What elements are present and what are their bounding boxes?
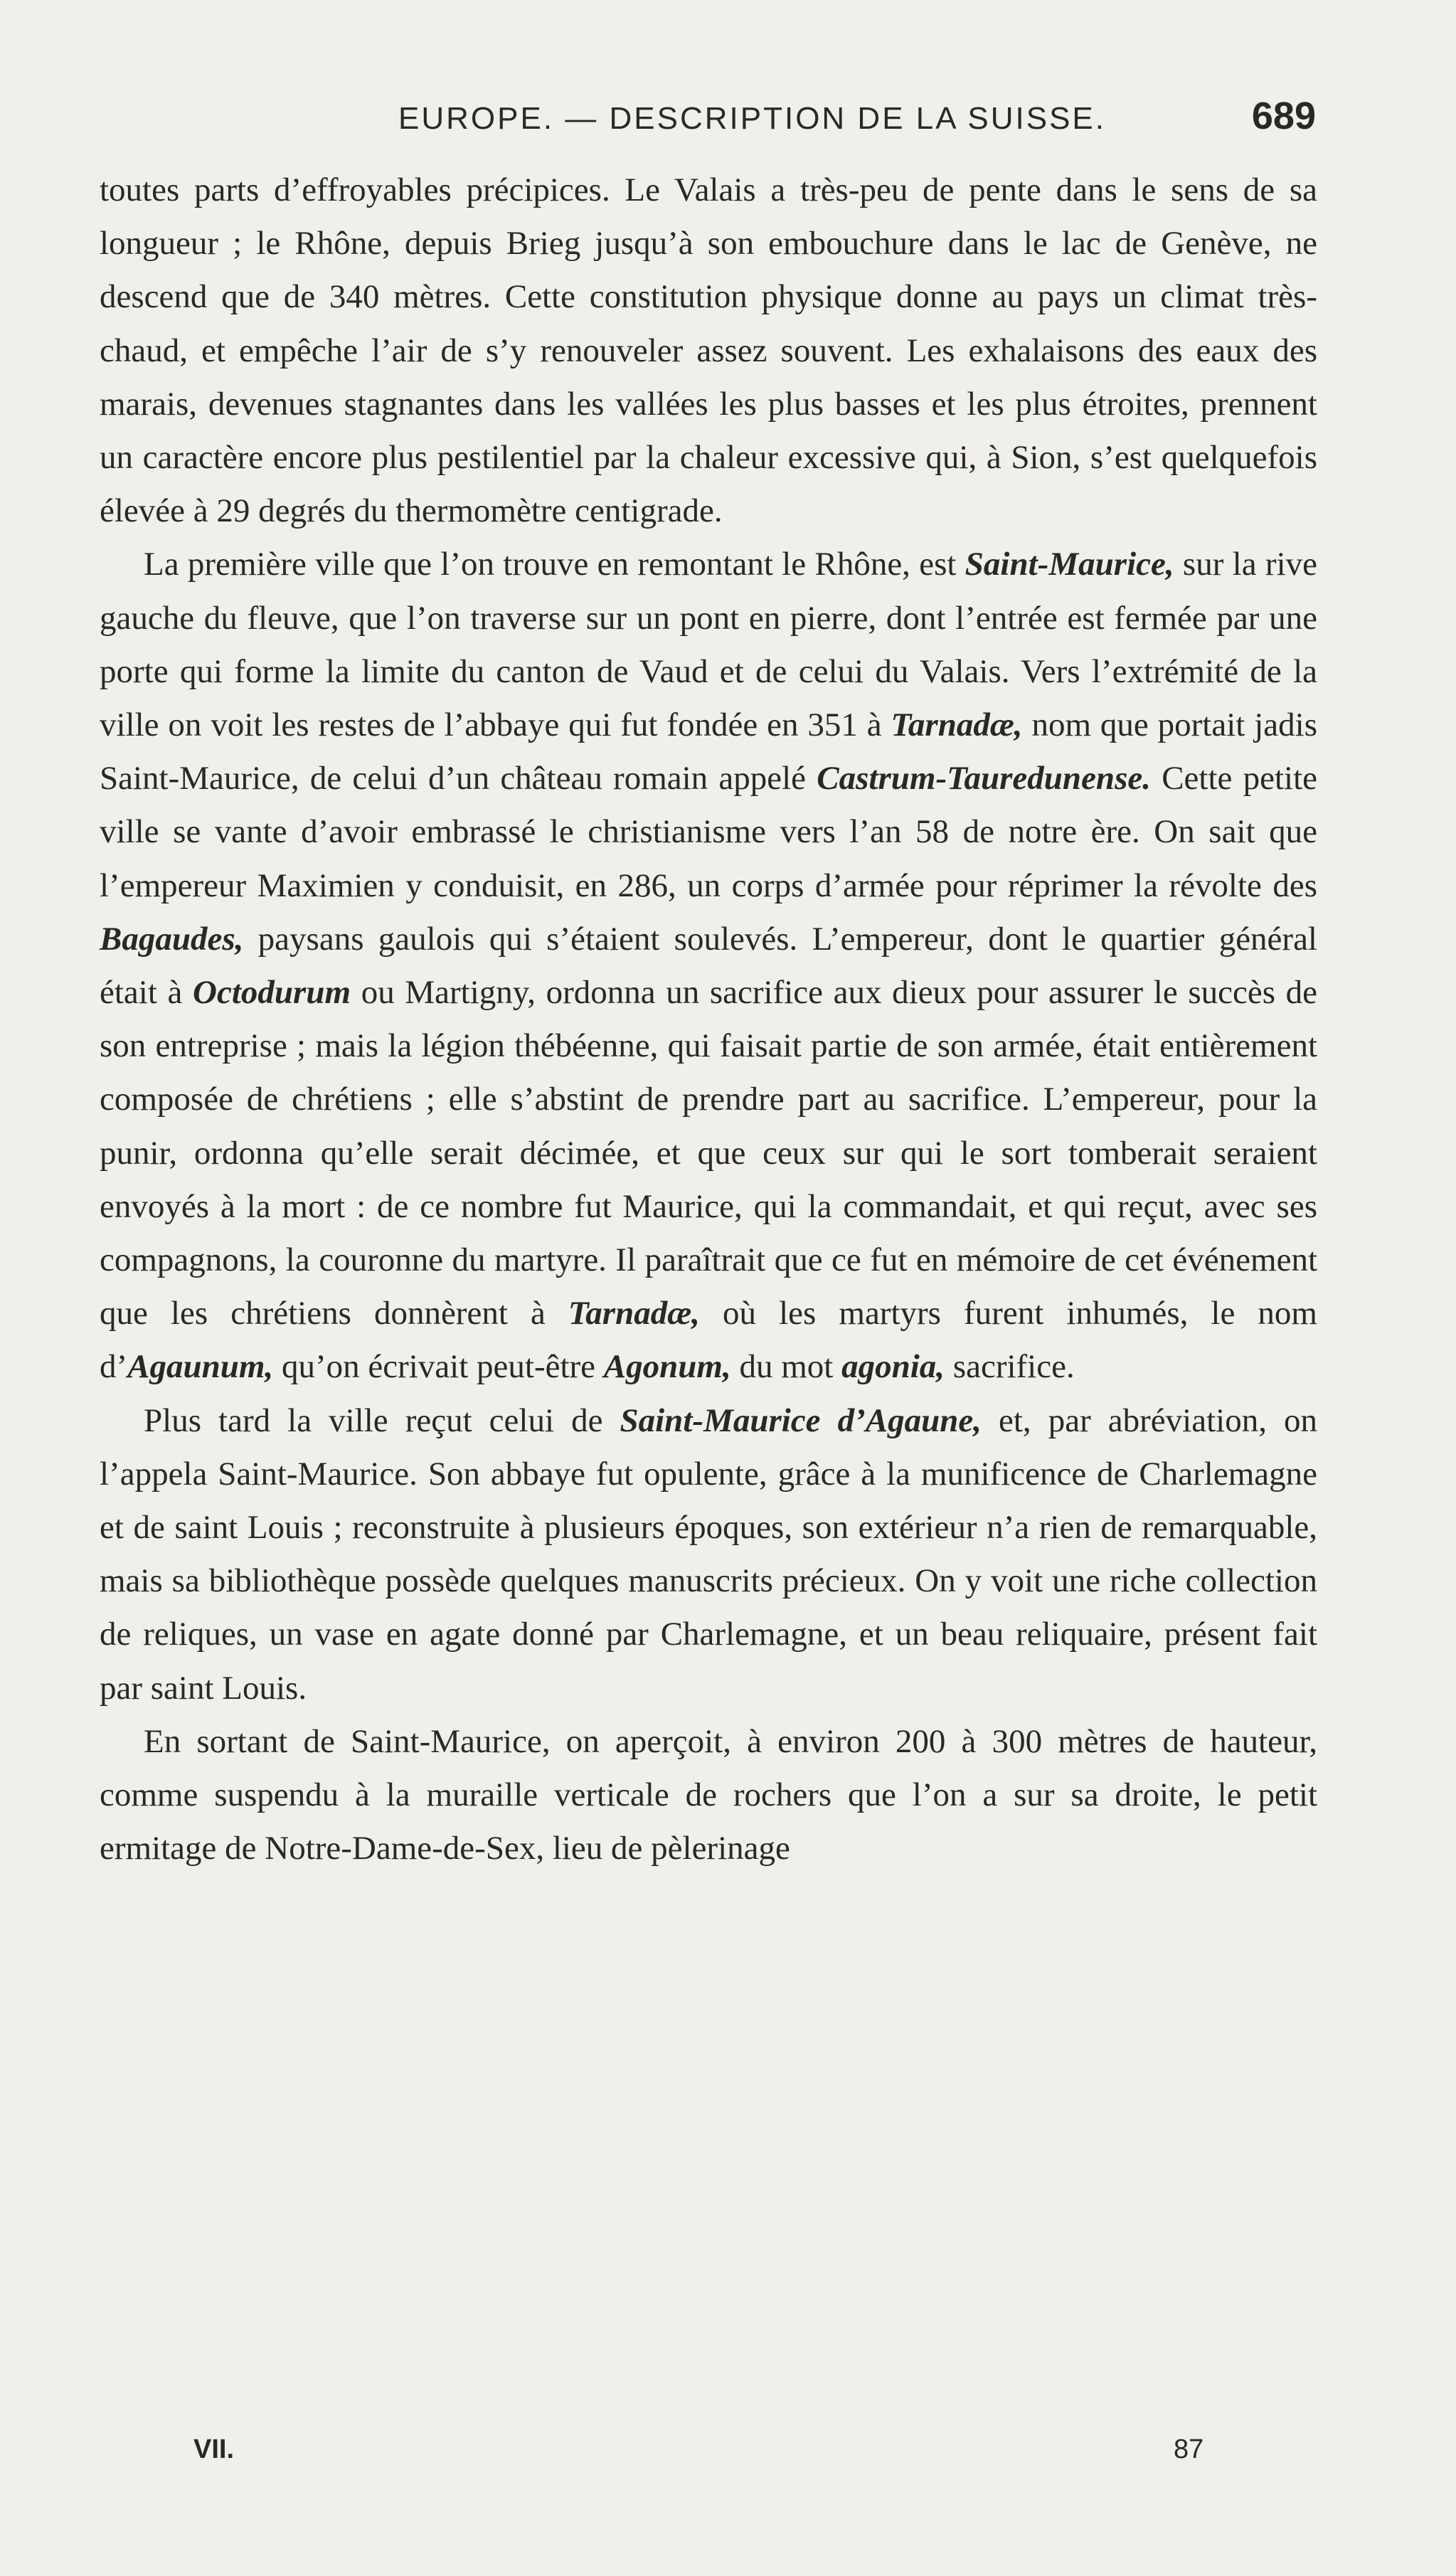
- italic-term: Tarnadæ,: [891, 706, 1023, 744]
- page-footer: [100, 2434, 1317, 2477]
- running-head: EUROPE. — DESCRIPTION DE LA SUISSE.: [398, 101, 1106, 136]
- italic-term: Tarnadæ,: [568, 1295, 700, 1332]
- italic-term: Agaunum,: [127, 1348, 274, 1386]
- paragraph-4: [100, 1715, 1317, 1876]
- text-run: toutes parts d’effroyables précipices. Le Valais a très-peu de pente dans le sens de sa longueur ; le Rhône, depuis Brieg jusqu’à son embouchure dans le lac de Genève, ne descend que de 340 mètres. Cette constitution physique donne au pays un climat très-chaud, et empêche l’air de s’y renouveler assez souvent. Les exhalaisons des eaux des marais, devenues stagnantes dans les vallées les plus basses et les plus étroites, prennent un caractère encore plus pestilentiel par la chaleur excessive qui, à Sion, s’est quelquefois élevée à 29 degrés du thermomètre centigrade.: [100, 171, 1317, 530]
- text-run: La première ville que l’on trouve en remontant le Rhône, est: [144, 546, 965, 583]
- text-run: qu’on écrivait peut-être: [273, 1348, 604, 1386]
- italic-term: Agonum,: [603, 1348, 731, 1386]
- page-number: 689: [1251, 95, 1316, 137]
- text-run: sacrifice.: [945, 1348, 1075, 1386]
- text-run: En sortant de Saint-Maurice, on aperçoit, à environ 200 à 300 mètres de hauteur, comme suspendu à la muraille verticale de rochers que l’on a sur sa droite, le petit ermitage de Notre-Dame-de-Sex, lieu de pèlerinage: [100, 1722, 1317, 1867]
- italic-term: Saint-Maurice,: [965, 546, 1174, 583]
- italic-term: agonia,: [841, 1348, 945, 1386]
- volume-mark: VII.: [193, 2434, 235, 2464]
- paragraph-2: [100, 538, 1317, 1394]
- italic-term: Castrum-Tauredunense.: [817, 760, 1151, 797]
- text-run: et, par abréviation, on l’appela Saint-Maurice. Son abbaye fut opulente, grâce à la munificence de Charlemagne et de saint Louis ; reconstruite à plusieurs époques, son extérieur n’a rien de remarquable, mais sa bibliothèque possède quelques manuscrits précieux. On y voit une riche collection de reliques, un vase en agate donné par Charlemagne, et un beau reliquaire, présent fait par saint Louis.: [100, 1401, 1317, 1707]
- italic-term: Bagaudes,: [100, 920, 244, 958]
- text-run: du mot: [730, 1348, 842, 1386]
- signature-mark: 87: [1174, 2434, 1204, 2464]
- page-header: [100, 91, 1316, 148]
- italic-term: Octodurum: [193, 974, 351, 1012]
- body-text: [100, 164, 1317, 1876]
- italic-term: Saint-Maurice d’Agaune,: [620, 1401, 982, 1439]
- text-run: Plus tard la ville reçut celui de: [144, 1401, 620, 1439]
- text-run: paysans gaulois qui s’étaient soulevés. L’empereur, dont le quartier général était à: [100, 920, 1317, 1012]
- paragraph-1: [100, 164, 1317, 538]
- text-run: où les martyrs furent inhumés, le nom d’: [100, 1295, 1317, 1386]
- text-run: Cette petite ville se vante d’avoir embrassé le christianisme vers l’an 58 de notre ère. On sait que l’empereur Maximien y conduisit, en 286, un corps d’armée pour réprimer la révolte des: [100, 760, 1317, 904]
- text-run: ou Martigny, ordonna un sacrifice aux dieux pour assurer le succès de son entreprise ; mais la légion thébéenne, qui faisait partie de son armée, était entièrement composée de chrétiens ; elle s’abstint de prendre part au sacrifice. L’empereur, pour la punir, ordonna qu’elle serait décimée, et que ceux sur qui le sort tomberait seraient envoyés à la mort : de ce nombre fut Maurice, qui la commandait, et qui reçut, avec ses compagnons, la couronne du martyre. Il paraîtrait que ce fut en mémoire de cet événement que les chrétiens donnèrent à: [100, 974, 1317, 1332]
- paragraph-3: [100, 1394, 1317, 1715]
- text-run: nom que portait jadis Saint-Maurice, de celui d’un château romain appelé: [100, 706, 1317, 797]
- text-run: sur la rive gauche du fleuve, que l’on traverse sur un pont en pierre, dont l’entrée est fermée par une porte qui forme la limite du canton de Vaud et de celui du Valais. Vers l’extrémité de la ville on voit les restes de l’abbaye qui fut fondée en 351 à: [100, 546, 1317, 744]
